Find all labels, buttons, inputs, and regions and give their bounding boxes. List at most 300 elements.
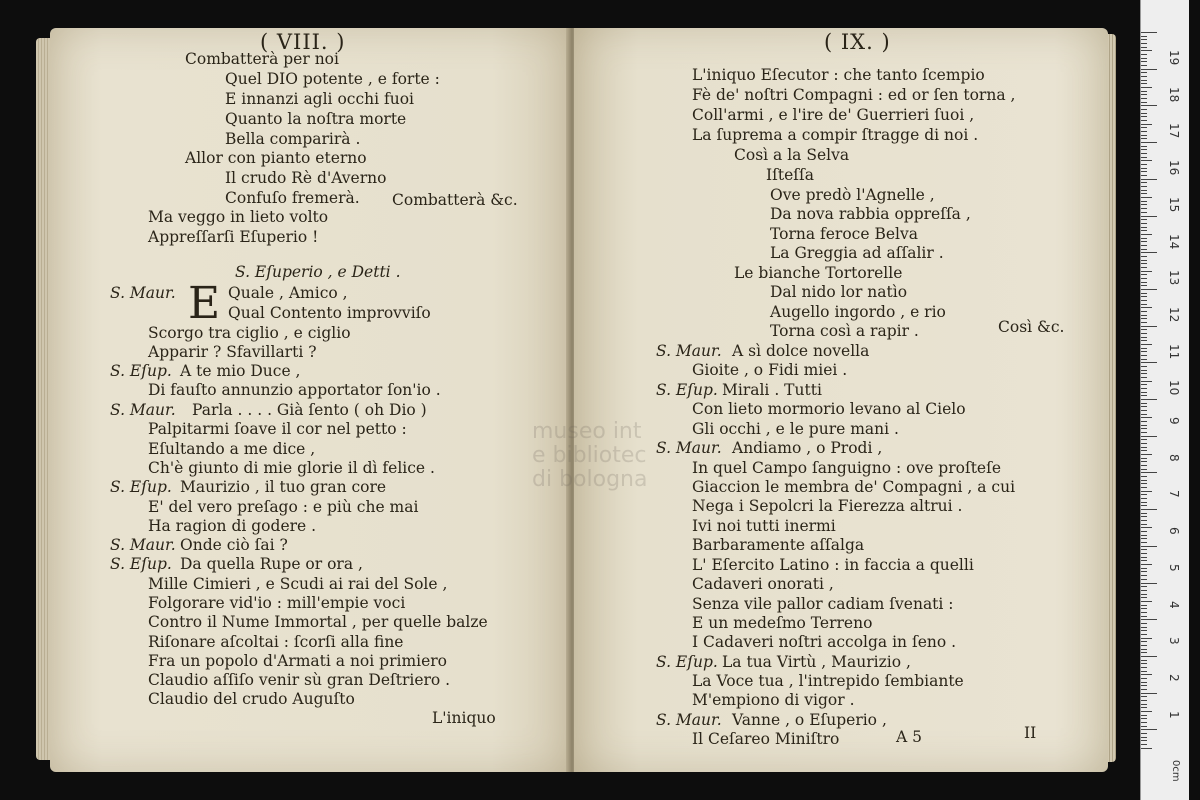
speaker-label: S. Maur. xyxy=(656,439,722,457)
ruler-tick xyxy=(1141,234,1152,235)
ruler-tick xyxy=(1141,249,1147,250)
text-line: Claudio aſſiſo venir sù gran Deſtriero . xyxy=(148,671,451,689)
ruler-number: 1 xyxy=(1167,710,1181,719)
ruler-tick xyxy=(1141,182,1147,183)
ruler-tick xyxy=(1141,289,1157,290)
ruler-tick xyxy=(1141,531,1147,532)
ruler-tick xyxy=(1141,105,1157,106)
text-line: Vanne , o Eſuperio , xyxy=(732,711,887,729)
ruler-tick xyxy=(1141,282,1147,283)
speaker-label: S. Eſup. xyxy=(110,555,172,573)
ruler-tick xyxy=(1141,638,1152,639)
signature-mark: A 5 xyxy=(896,728,922,746)
text-line: Eſultando a me dice , xyxy=(148,440,316,458)
text-line: Andiamo , o Prodi , xyxy=(732,439,883,457)
text-line: Il Ceſareo Miniſtro xyxy=(692,730,840,748)
ruler-tick xyxy=(1141,476,1147,477)
ruler-tick xyxy=(1141,212,1147,213)
ruler-tick xyxy=(1141,630,1147,631)
ruler-tick xyxy=(1141,726,1147,727)
ruler-tick xyxy=(1141,318,1147,319)
speaker-label: S. Maur. xyxy=(110,536,176,554)
text-line: Appreſſarſi Eſuperio ! xyxy=(148,228,319,246)
ruler-number: 13 xyxy=(1167,270,1181,286)
ruler-tick xyxy=(1141,69,1157,70)
text-line: Coll'armi , e l'ire de' Guerrieri ſuoi , xyxy=(692,106,975,124)
ruler-tick xyxy=(1141,208,1147,209)
ruler-tick xyxy=(1141,619,1157,620)
ruler-tick xyxy=(1141,494,1147,495)
ruler-tick xyxy=(1141,245,1147,246)
text-line: Onde ciò ſai ? xyxy=(180,536,288,554)
ruler-tick xyxy=(1141,160,1152,161)
ruler-number: 3 xyxy=(1167,637,1181,645)
ruler-tick xyxy=(1141,65,1147,66)
ruler-tick xyxy=(1141,612,1147,613)
text-line: La ſuprema a compir ſtragge di noi . xyxy=(692,126,979,144)
ruler-tick xyxy=(1141,197,1152,198)
ruler-tick xyxy=(1141,594,1147,595)
ruler-tick xyxy=(1141,744,1147,745)
ruler-tick xyxy=(1141,439,1147,440)
ruler-tick xyxy=(1141,590,1147,591)
measurement-ruler xyxy=(1140,0,1189,800)
ruler-tick xyxy=(1141,527,1152,528)
text-line: Torna così a rapir . xyxy=(770,322,919,340)
ruler-tick xyxy=(1141,472,1157,473)
ruler-tick xyxy=(1141,153,1147,154)
ruler-tick xyxy=(1141,186,1147,187)
ruler-tick xyxy=(1141,43,1147,44)
ruler-tick xyxy=(1141,410,1147,411)
ruler-number: 5 xyxy=(1167,563,1181,572)
text-line: Claudio del crudo Auguſto xyxy=(148,690,355,708)
ruler-tick xyxy=(1141,351,1147,352)
ruler-tick xyxy=(1141,748,1152,749)
text-line: Folgorare vid'io : mill'empie voci xyxy=(148,594,406,612)
text-line: Il crudo Rè d'Averno xyxy=(225,169,387,187)
text-line: Ove predò l'Agnelle , xyxy=(770,186,935,204)
text-line: Di fauſto annunzio apportator ſon'io . xyxy=(148,381,441,399)
text-line: Fè de' noſtri Compagni : ed or ſen torna , xyxy=(692,86,1016,104)
ruler-tick xyxy=(1141,667,1147,668)
ruler-tick xyxy=(1141,707,1147,708)
ruler-tick xyxy=(1141,509,1157,510)
ruler-tick xyxy=(1141,414,1147,415)
watermark-line: e bibliotec xyxy=(532,443,647,468)
ruler-number: 9 xyxy=(1167,417,1181,425)
ruler-tick xyxy=(1141,403,1147,404)
signature-mark-secondary: II xyxy=(1024,724,1037,742)
ruler-tick xyxy=(1141,685,1147,686)
ruler-tick xyxy=(1141,102,1147,103)
text-line: Scorgo tra ciglio , e ciglio xyxy=(148,324,351,342)
ruler-tick xyxy=(1141,164,1147,165)
ruler-tick xyxy=(1141,465,1147,466)
ruler-tick xyxy=(1141,116,1147,117)
ruler-tick xyxy=(1141,634,1147,635)
ruler-tick xyxy=(1141,384,1147,385)
ruler-tick xyxy=(1141,436,1157,437)
ruler-tick xyxy=(1141,315,1147,316)
ruler-tick xyxy=(1141,267,1147,268)
ruler-tick xyxy=(1141,201,1147,202)
ruler-tick xyxy=(1141,733,1147,734)
text-line: Quale , Amico , xyxy=(228,284,348,302)
text-line: E innanzi agli occhi fuoi xyxy=(225,90,415,108)
page-number-viii: ( VIII. ) xyxy=(260,30,346,54)
ruler-tick xyxy=(1141,274,1147,275)
ruler-tick xyxy=(1141,542,1147,543)
ruler-tick xyxy=(1141,513,1147,514)
ruler-tick xyxy=(1141,729,1157,730)
ruler-tick xyxy=(1141,656,1157,657)
ruler-number: 12 xyxy=(1167,306,1181,323)
ruler-tick xyxy=(1141,58,1147,59)
ruler-tick xyxy=(1141,230,1147,231)
ruler-tick xyxy=(1141,333,1147,334)
text-line: Così a la Selva xyxy=(734,146,850,164)
speaker-label: S. Eſup. xyxy=(656,381,718,399)
text-line: Dal nido lor natìo xyxy=(770,283,908,301)
ruler-tick xyxy=(1141,91,1147,92)
ruler-tick xyxy=(1141,560,1147,561)
text-line: Nega i Sepolcri la Fierezza altrui . xyxy=(692,497,963,515)
ruler-tick xyxy=(1141,175,1147,176)
ruler-tick xyxy=(1141,645,1147,646)
text-line: Gioite , o Fidi miei . xyxy=(692,361,848,379)
ruler-number: 17 xyxy=(1167,123,1181,139)
ruler-tick xyxy=(1141,227,1147,228)
ruler-tick xyxy=(1141,124,1152,125)
ruler-tick xyxy=(1141,216,1157,217)
ruler-tick xyxy=(1141,704,1147,705)
ruler-number: 18 xyxy=(1167,86,1181,102)
ruler-tick xyxy=(1141,142,1157,143)
ruler-tick xyxy=(1141,359,1147,360)
text-line: Confuſo fremerà. xyxy=(225,189,360,207)
ruler-tick xyxy=(1141,120,1147,121)
ruler-tick xyxy=(1141,87,1152,88)
ruler-tick xyxy=(1141,454,1152,455)
left-page xyxy=(50,28,570,772)
ruler-tick xyxy=(1141,605,1147,606)
ruler-number: 14 xyxy=(1167,233,1181,249)
ruler-tick xyxy=(1141,366,1147,367)
ruler-tick xyxy=(1141,296,1147,297)
ruler-tick xyxy=(1141,204,1147,205)
text-line: Gli occhi , e le pure mani . xyxy=(692,420,899,438)
ruler-tick xyxy=(1141,388,1147,389)
ruler-tick xyxy=(1141,586,1147,587)
ruler-unit: 0cm xyxy=(1170,760,1181,782)
ruler-tick xyxy=(1141,98,1147,99)
ruler-tick xyxy=(1141,516,1147,517)
ruler-tick xyxy=(1141,348,1147,349)
watermark-line: museo int xyxy=(532,419,642,444)
ruler-number: 7 xyxy=(1167,490,1181,499)
text-line: Torna feroce Belva xyxy=(770,225,918,243)
text-line: Barbaramente aſſalga xyxy=(692,536,865,554)
text-line: La Voce tua , l'intrepido ſembiante xyxy=(692,672,964,690)
ruler-tick xyxy=(1141,399,1157,400)
ruler-tick xyxy=(1141,553,1147,554)
ruler-tick xyxy=(1141,425,1147,426)
ruler-tick xyxy=(1141,682,1147,683)
refrain-marker: Così &c. xyxy=(998,318,1065,336)
text-line: Ivi noi tutti inermi xyxy=(692,517,836,535)
ruler-tick xyxy=(1141,39,1147,40)
museum-watermark xyxy=(532,420,647,492)
text-line: Le bianche Tortorelle xyxy=(734,264,903,282)
ruler-tick xyxy=(1141,674,1152,675)
ruler-tick xyxy=(1141,193,1147,194)
ruler-tick xyxy=(1141,241,1147,242)
ruler-number: 19 xyxy=(1167,50,1181,66)
ruler-tick xyxy=(1141,171,1147,172)
ruler-tick xyxy=(1141,329,1147,330)
ruler-tick xyxy=(1141,190,1147,191)
ruler-tick xyxy=(1141,83,1147,84)
ruler-tick xyxy=(1141,392,1147,393)
ruler-tick xyxy=(1141,524,1147,525)
text-line: Mille Cimieri , e Scudi ai rai del Sole , xyxy=(148,575,448,593)
refrain-marker: Combatterà &c. xyxy=(392,191,518,209)
text-line: M'empiono di vigor . xyxy=(692,691,855,709)
ruler-tick xyxy=(1141,326,1157,327)
ruler-tick xyxy=(1141,678,1147,679)
speaker-label: S. Eſup. xyxy=(110,362,172,380)
ruler-tick xyxy=(1141,564,1152,565)
text-line: L' Eſercito Latino : in faccia a quelli xyxy=(692,556,974,574)
text-line: La Greggia ad aſſalir . xyxy=(770,244,944,262)
ruler-tick xyxy=(1141,395,1147,396)
ruler-tick xyxy=(1141,61,1147,62)
ruler-tick xyxy=(1141,355,1147,356)
ruler-number: 10 xyxy=(1167,380,1181,396)
ruler-tick xyxy=(1141,660,1147,661)
ruler-tick xyxy=(1141,432,1147,433)
ruler-tick xyxy=(1141,718,1147,719)
ruler-tick xyxy=(1141,502,1147,503)
ruler-tick xyxy=(1141,627,1147,628)
text-line: E un medeſmo Terreno xyxy=(692,614,873,632)
text-line: I Cadaveri noſtri accolga in ſeno . xyxy=(692,633,957,651)
text-line: Apparir ? Sfavillarti ? xyxy=(148,343,317,361)
ruler-tick xyxy=(1141,271,1152,272)
ruler-tick xyxy=(1141,583,1157,584)
ruler-tick xyxy=(1141,498,1147,499)
ruler-tick xyxy=(1141,381,1152,382)
ruler-tick xyxy=(1141,487,1147,488)
ruler-tick xyxy=(1141,450,1147,451)
ruler-tick xyxy=(1141,300,1147,301)
text-line: Palpitarmi ſoave il cor nel petto : xyxy=(148,420,407,438)
ruler-tick xyxy=(1141,538,1147,539)
ruler-tick xyxy=(1141,597,1147,598)
ruler-tick xyxy=(1141,311,1147,312)
text-line: Allor con pianto eterno xyxy=(185,149,367,167)
ruler-tick xyxy=(1141,377,1147,378)
text-line: Fra un popolo d'Armati a noi primiero xyxy=(148,652,448,670)
ruler-tick xyxy=(1141,135,1147,136)
catchword: L'iniquo xyxy=(432,709,496,727)
text-line: La tua Virtù , Maurizio , xyxy=(722,653,911,671)
speaker-label: S. Maur. xyxy=(656,711,722,729)
ruler-tick xyxy=(1141,157,1147,158)
ruler-tick xyxy=(1141,480,1147,481)
ruler-tick xyxy=(1141,443,1147,444)
ruler-tick xyxy=(1141,32,1157,33)
ruler-tick xyxy=(1141,252,1157,253)
text-line: Mirali . Tutti xyxy=(722,381,822,399)
ruler-tick xyxy=(1141,219,1147,220)
ruler-tick xyxy=(1141,737,1147,738)
ruler-tick xyxy=(1141,601,1152,602)
ruler-tick xyxy=(1141,671,1147,672)
ruler-tick xyxy=(1141,94,1147,95)
text-line: In quel Campo ſanguigno : ove proſteſe xyxy=(692,459,1002,477)
ruler-number: 4 xyxy=(1167,600,1181,609)
ruler-tick xyxy=(1141,568,1147,569)
ruler-tick xyxy=(1141,293,1147,294)
ruler-tick xyxy=(1141,546,1157,547)
text-line: Bella comparirà . xyxy=(225,130,361,148)
ruler-tick xyxy=(1141,711,1152,712)
ruler-tick xyxy=(1141,557,1147,558)
ruler-tick xyxy=(1141,138,1147,139)
speaker-label: S. Maur. xyxy=(110,284,176,302)
text-line: Giaccion le membra de' Compagni , a cui xyxy=(692,478,1016,496)
speaker-label: S. Maur. xyxy=(110,401,176,419)
ruler-tick xyxy=(1141,483,1147,484)
ruler-tick xyxy=(1141,700,1147,701)
text-line: Ha ragion di godere . xyxy=(148,517,317,535)
ruler-tick xyxy=(1141,285,1147,286)
ruler-tick xyxy=(1141,50,1152,51)
ruler-tick xyxy=(1141,649,1147,650)
text-line: L'iniquo Eſecutor : che tanto ſcempio xyxy=(692,66,985,84)
text-line: A te mio Duce , xyxy=(180,362,301,380)
ruler-tick xyxy=(1141,304,1147,305)
text-line: Quel DIO potente , e forte : xyxy=(225,70,440,88)
ruler-tick xyxy=(1141,238,1147,239)
ruler-tick xyxy=(1141,579,1147,580)
ruler-tick xyxy=(1141,535,1147,536)
ruler-tick xyxy=(1141,461,1147,462)
ruler-tick xyxy=(1141,54,1147,55)
text-line: Augello ingordo , e rio xyxy=(770,303,946,321)
ruler-tick xyxy=(1141,113,1147,114)
text-line: Da nova rabbia oppreſſa , xyxy=(770,205,971,223)
text-line: Con lieto mormorio levano al Cielo xyxy=(692,400,966,418)
text-line: Combatterà per noi xyxy=(185,50,339,68)
ruler-tick xyxy=(1141,447,1147,448)
ruler-tick xyxy=(1141,693,1157,694)
ruler-tick xyxy=(1141,256,1147,257)
text-line: Ma veggo in lieto volto xyxy=(148,208,329,226)
text-line: Senza vile pallor cadiam ſvenati : xyxy=(692,595,954,613)
ruler-tick xyxy=(1141,722,1147,723)
ruler-tick xyxy=(1141,652,1147,653)
ruler-tick xyxy=(1141,689,1147,690)
ruler-tick xyxy=(1141,340,1147,341)
ruler-tick xyxy=(1141,421,1147,422)
ruler-tick xyxy=(1141,616,1147,617)
ruler-tick xyxy=(1141,417,1152,418)
ruler-tick xyxy=(1141,127,1147,128)
ruler-tick xyxy=(1141,47,1147,48)
ruler-tick xyxy=(1141,168,1147,169)
ruler-tick xyxy=(1141,715,1147,716)
scene-heading: S. Eſuperio , e Detti . xyxy=(235,263,401,281)
ruler-tick xyxy=(1141,278,1147,279)
ruler-tick xyxy=(1141,458,1147,459)
ruler-tick xyxy=(1141,307,1152,308)
ruler-tick xyxy=(1141,373,1147,374)
ruler-number: 8 xyxy=(1167,453,1181,462)
ruler-tick xyxy=(1141,641,1147,642)
ruler-tick xyxy=(1141,263,1147,264)
speaker-label: S. Maur. xyxy=(656,342,722,360)
text-line: Ch'è giunto di mie glorie il dì felice . xyxy=(148,459,435,477)
ruler-tick xyxy=(1141,80,1147,81)
text-line: Riſonare aſcoltai : ſcorſi alla fine xyxy=(148,633,404,651)
watermark-line: di bologna xyxy=(532,467,648,492)
drop-cap: E xyxy=(188,278,221,329)
ruler-tick xyxy=(1141,131,1147,132)
ruler-number: 16 xyxy=(1167,160,1181,176)
text-line: A sì dolce novella xyxy=(732,342,870,360)
text-line: Quanto la noſtra morte xyxy=(225,110,407,128)
text-line: Qual Contento improvviſo xyxy=(228,304,431,322)
ruler-tick xyxy=(1141,696,1147,697)
ruler-tick xyxy=(1141,223,1147,224)
ruler-tick xyxy=(1141,575,1147,576)
ruler-tick xyxy=(1141,549,1147,550)
text-line: Parla . . . . Già ſento ( oh Dio ) xyxy=(192,401,427,419)
ruler-tick xyxy=(1141,322,1147,323)
ruler-number: 6 xyxy=(1167,527,1181,535)
text-line: Cadaveri onorati , xyxy=(692,575,834,593)
ruler-tick xyxy=(1141,362,1157,363)
text-line: Maurizio , il tuo gran core xyxy=(180,478,387,496)
ruler-tick xyxy=(1141,109,1147,110)
ruler-tick xyxy=(1141,344,1152,345)
ruler-tick xyxy=(1141,505,1147,506)
text-line: E' del vero preſago : e più che mai xyxy=(148,498,419,516)
ruler-tick xyxy=(1141,491,1152,492)
speaker-label: S. Eſup. xyxy=(110,478,172,496)
page-number-ix: ( IX. ) xyxy=(824,30,891,54)
ruler-tick xyxy=(1141,179,1157,180)
right-page xyxy=(574,28,1108,772)
text-line: Da quella Rupe or ora , xyxy=(180,555,363,573)
ruler-tick xyxy=(1141,36,1147,37)
text-line: Iſteſſa xyxy=(766,166,814,184)
ruler-tick xyxy=(1141,469,1147,470)
ruler-tick xyxy=(1141,72,1147,73)
ruler-tick xyxy=(1141,76,1147,77)
ruler-tick xyxy=(1141,406,1147,407)
text-line: Contro il Nume Immortal , per quelle balze xyxy=(148,613,488,631)
ruler-tick xyxy=(1141,520,1147,521)
ruler-number: 11 xyxy=(1167,343,1181,359)
ruler-tick xyxy=(1141,260,1147,261)
ruler-tick xyxy=(1141,428,1147,429)
ruler-tick xyxy=(1141,608,1147,609)
ruler-tick xyxy=(1141,146,1147,147)
